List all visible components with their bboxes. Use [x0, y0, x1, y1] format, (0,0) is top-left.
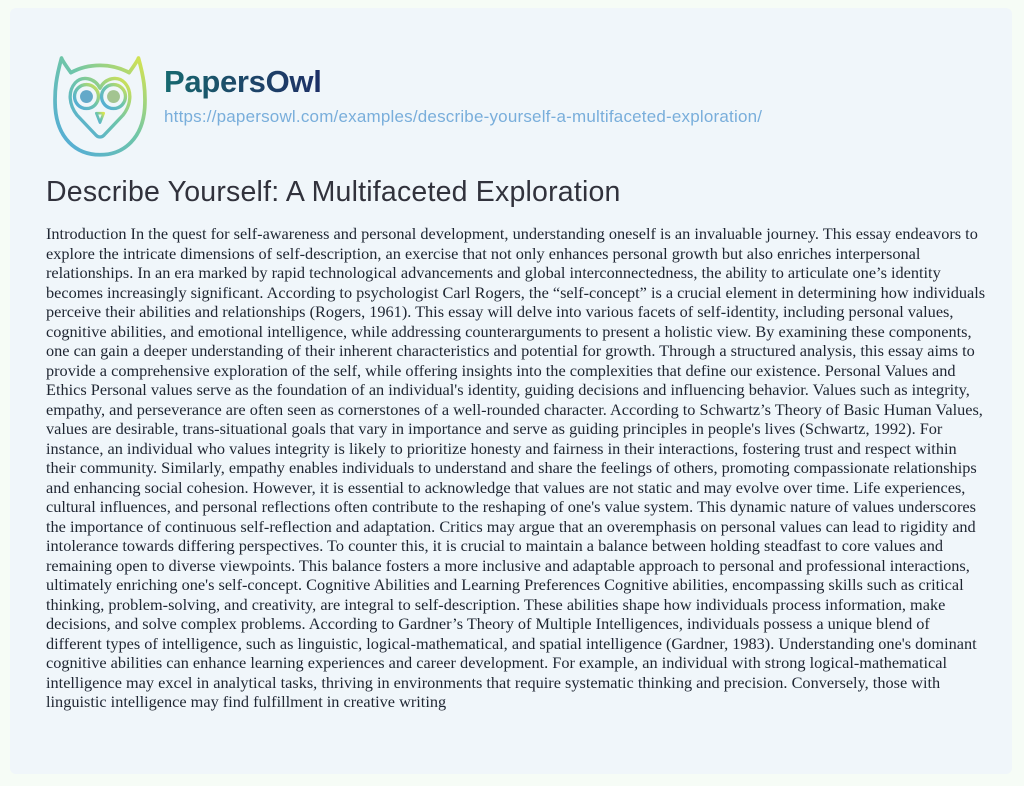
brand-name[interactable]: PapersOwl [164, 64, 322, 99]
site-header [10, 8, 1012, 160]
header-text [164, 56, 762, 127]
page-card [10, 8, 1012, 774]
owl-icon [46, 56, 154, 160]
essay-title: Describe Yourself: A Multifaceted Exploration [46, 176, 621, 208]
papersowl-logo[interactable] [46, 56, 154, 160]
essay-body: Introduction In the quest for self-awareness and personal development, understanding oneself is an invaluable journey. This essay endeavors to explore the intricate dimensions of self-description, an exercise that not only enhances personal growth but also enriches interpersonal relationships. In an era marked by rapid technological advancements and global interconnectedness, the ability to articulate one’s identity becomes increasingly significant. According to psychologist Carl Rogers, the “self-concept” is a crucial element in determining how individuals perceive their abilities and relationships (Rogers, 1961). This essay will delve into various facets of self-identity, including personal values, cognitive abilities, and emotional intelligence, while addressing counterarguments to present a holistic view. By examining these components, one can gain a deeper understanding of their inherent characteristics and potential for growth. Through a structured analysis, this essay aims to provide a comprehensive exploration of the self, while offering insights into the complexities that define our existence. Personal Values and Ethics Personal values serve as the foundation of an individual's identity, guiding decisions and influencing behavior. Values such as integrity, empathy, and perseverance are often seen as cornerstones of a well-rounded character. According to Schwartz’s Theory of Basic Human Values, values are desirable, trans-situational goals that vary in importance and serve as guiding principles in people's lives (Schwartz, 1992). For instance, an individual who values integrity is likely to prioritize honesty and fairness in their interactions, fostering trust and respect within their community. Similarly, empathy enables individuals to understand and share the feelings of others, promoting compassionate relationships and enhancing social cohesion. However, it is essential to acknowledge that values are not static and may evolve over time. Life experiences, cultural influences, and personal reflections often contribute to the reshaping of one's value system. This dynamic nature of values underscores the importance of continuous self-reflection and adaptation. Critics may argue that an overemphasis on personal values can lead to rigidity and intolerance towards differing perspectives. To counter this, it is crucial to maintain a balance between holding steadfast to core values and remaining open to diverse viewpoints. This balance fosters a more inclusive and adaptable approach to personal and professional interactions, ultimately enriching one's self-concept. Cognitive Abilities and Learning Preferences Cognitive abilities, encompassing skills such as critical thinking, problem-solving, and creativity, are integral to self-description. These abilities shape how individuals process information, make decisions, and solve complex problems. According to Gardner’s Theory of Multiple Intelligences, individuals possess a unique blend of different types of intelligence, such as linguistic, logical-mathematical, and spatial intelligence (Gardner, 1983). Understanding one's dominant cognitive abilities can enhance learning experiences and career development. For example, an individual with strong logical-mathematical intelligence may excel in analytical tasks, thriving in environments that require systematic thinking and precision. Conversely, those with linguistic intelligence may find fulfillment in creative writing [46, 224, 986, 711]
page-url-link[interactable]: https://papersowl.com/examples/describe-yourself-a-multifaceted-exploration/ [164, 107, 763, 126]
